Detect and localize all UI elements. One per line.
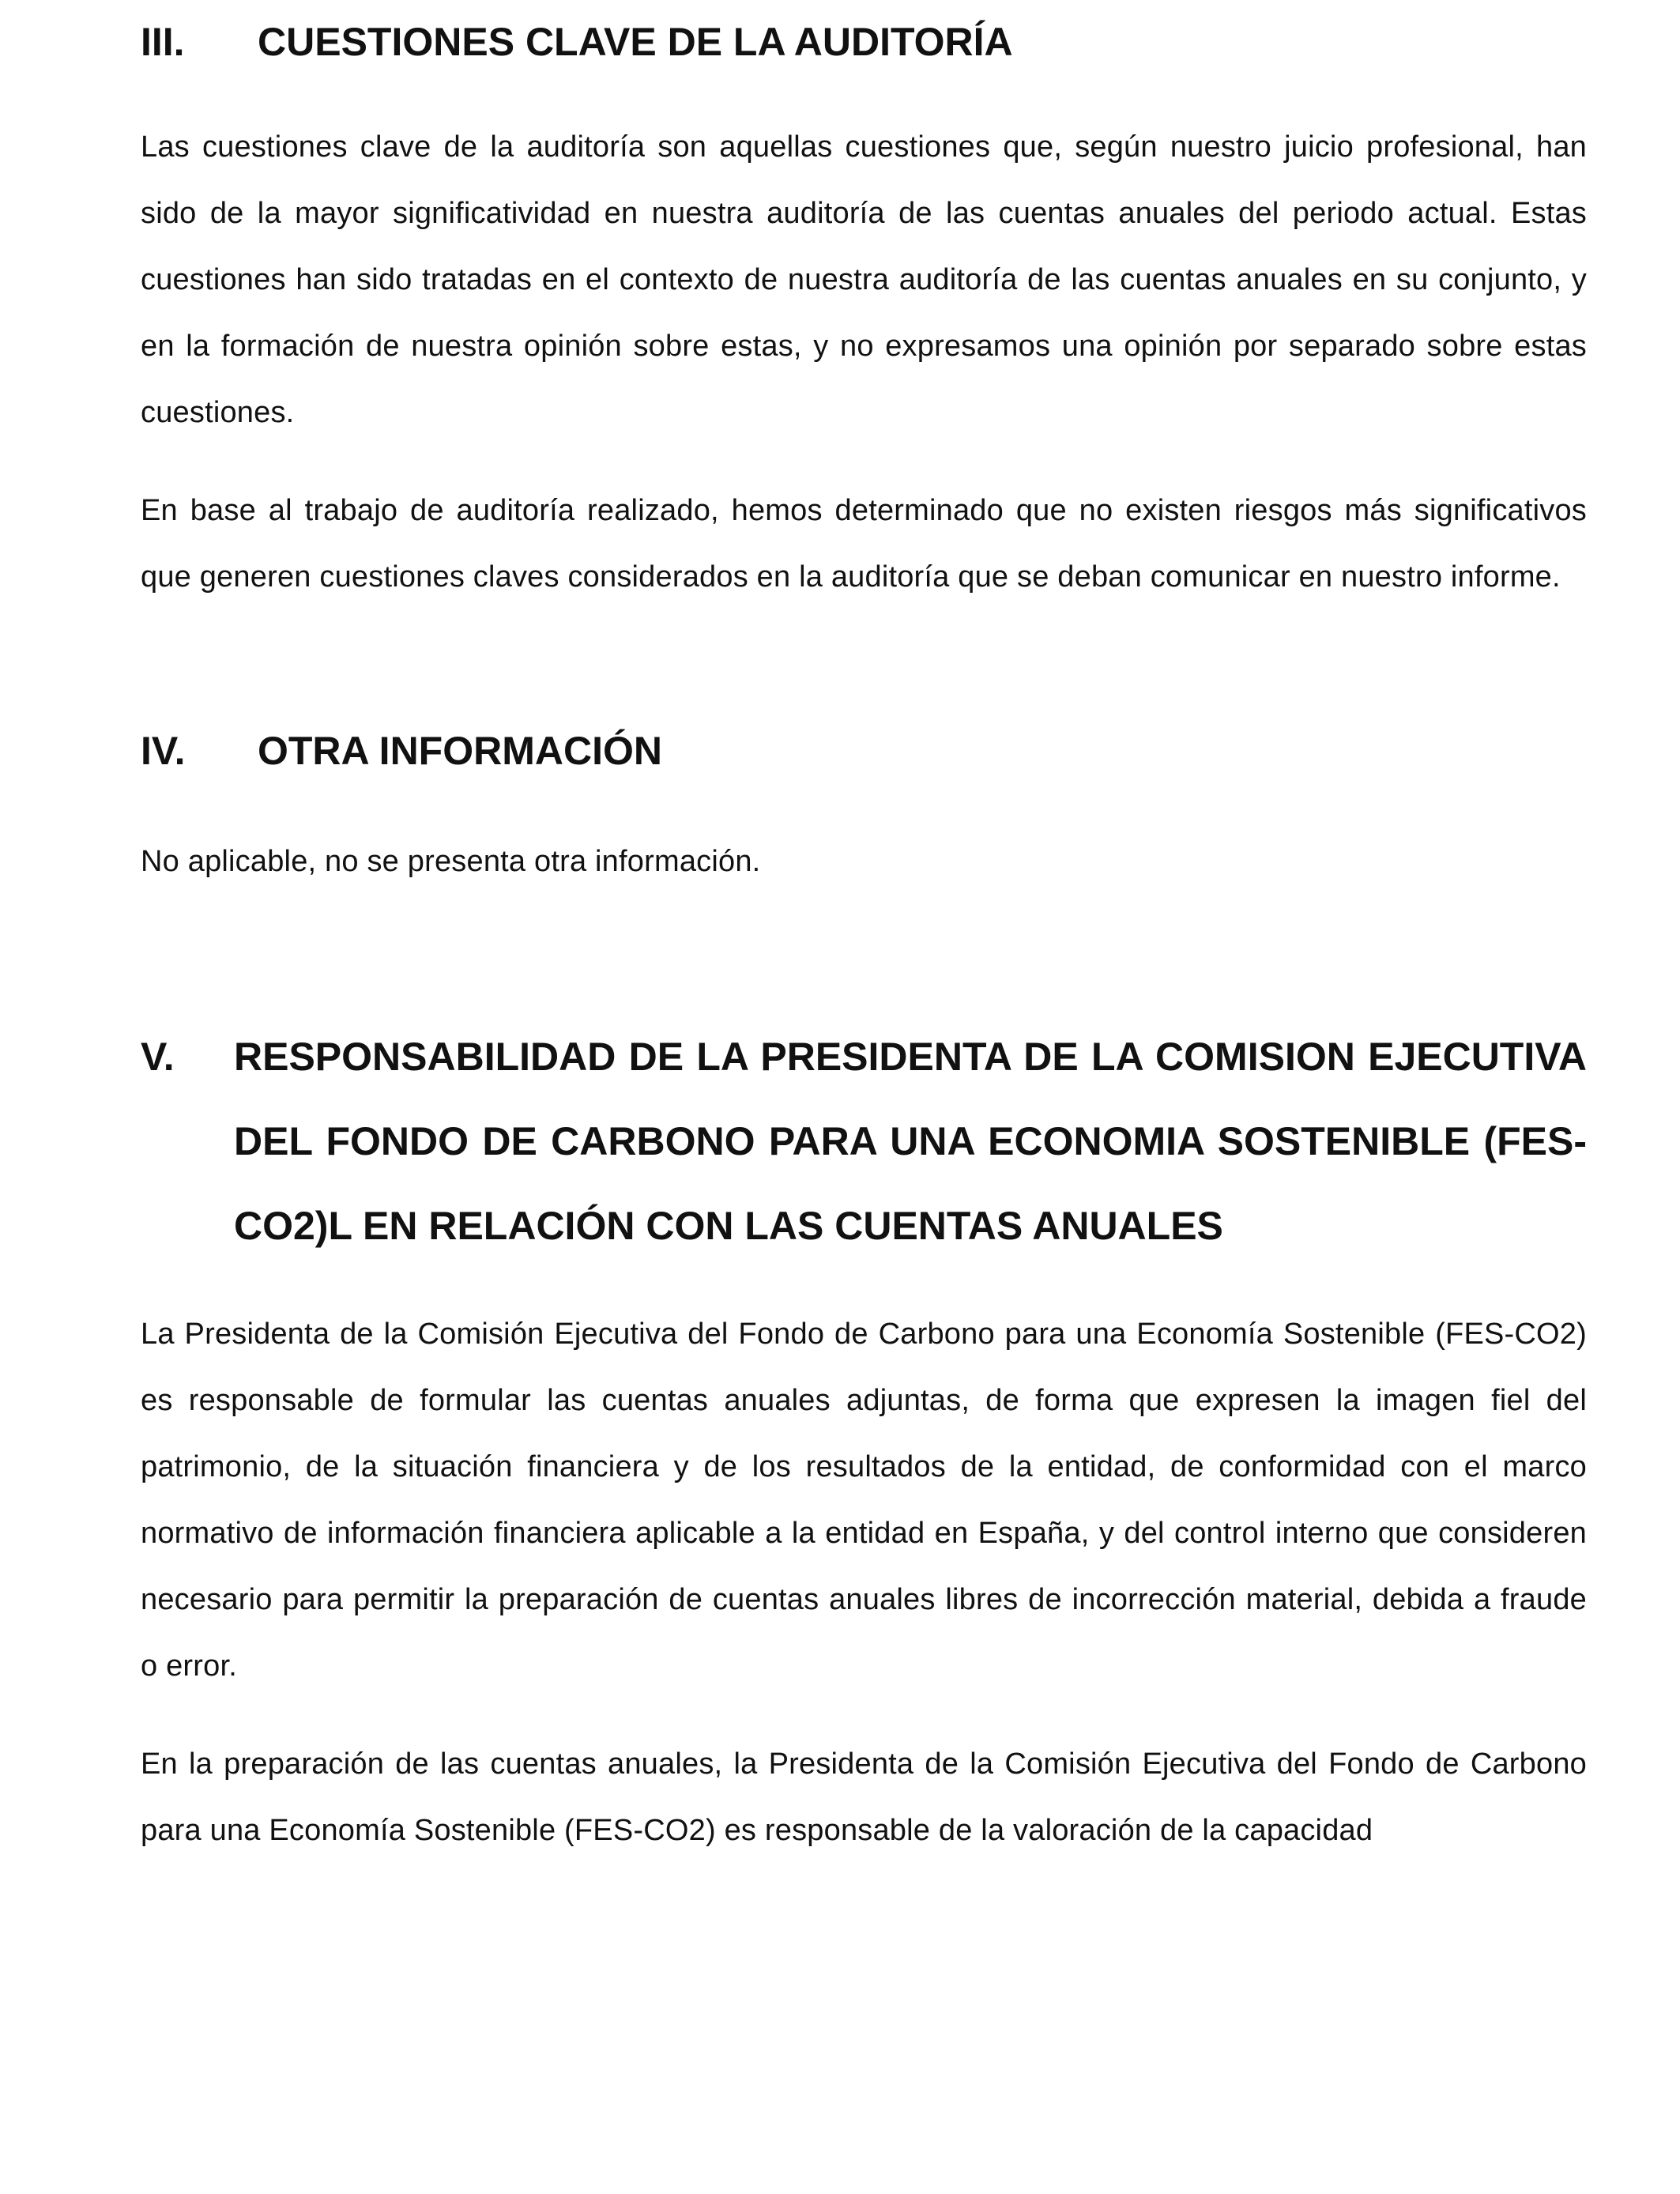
paragraph: Las cuestiones clave de la auditoría son aquellas cuestiones que, según nuestro juicio profesional, han sido de la mayor significatividad en nuestra auditoría de las cuentas anuales del periodo actual. Estas cuestiones han sido tratadas en el contexto de nuestra auditoría de las cuentas anuales en su conjunto, y en la formación de nuestra opinión sobre estas, y no expresamos una opinión por separado sobre estas cuestiones. bbox=[141, 130, 1587, 429]
section-heading-iii bbox=[141, 0, 1587, 85]
section-title: OTRA INFORMACIÓN bbox=[258, 729, 662, 773]
paragraph: No aplicable, no se presenta otra información. bbox=[141, 845, 761, 878]
section-heading-v bbox=[141, 1015, 1587, 1269]
paragraph: La Presidenta de la Comisión Ejecutiva del Fondo de Carbono para una Economía Sostenible (FES-CO2) es responsable de formular las cuentas anuales adjuntas, de forma que expresen la imagen fiel del patrimonio, de la situación financiera y de los resultados de la entidad, de conformidad con el marco normativo de información financiera aplicable a la entidad en España, y del control interno que consideren necesario para permitir la preparación de cuentas anuales libres de incorrección material, debida a fraude o error. bbox=[141, 1318, 1587, 1683]
section-number: V. bbox=[141, 1035, 175, 1079]
section-number: III. bbox=[141, 20, 185, 64]
section-title: CUESTIONES CLAVE DE LA AUDITORÍA bbox=[258, 20, 1013, 64]
paragraph: En la preparación de las cuentas anuales, la Presidenta de la Comisión Ejecutiva del Fondo de Carbono para una Economía Sostenible (FES-CO2) es responsable de la valoración de la capacidad bbox=[141, 1747, 1587, 1847]
section-number: IV. bbox=[141, 729, 186, 773]
section-heading-iv bbox=[141, 709, 1587, 794]
paragraph: En base al trabajo de auditoría realizado, hemos determinado que no existen riesgos más significativos que generen cuestiones claves considerados en la auditoría que se deban comunicar en nuestro informe. bbox=[141, 494, 1587, 594]
section-title: RESPONSABILIDAD DE LA PRESIDENTA DE LA COMISION EJECUTIVA DEL FONDO DE CARBONO PARA UNA ECONOMIA SOSTENIBLE (FES-CO2)L EN RELACIÓN CON LAS CUENTAS ANUALES bbox=[234, 1035, 1587, 1248]
